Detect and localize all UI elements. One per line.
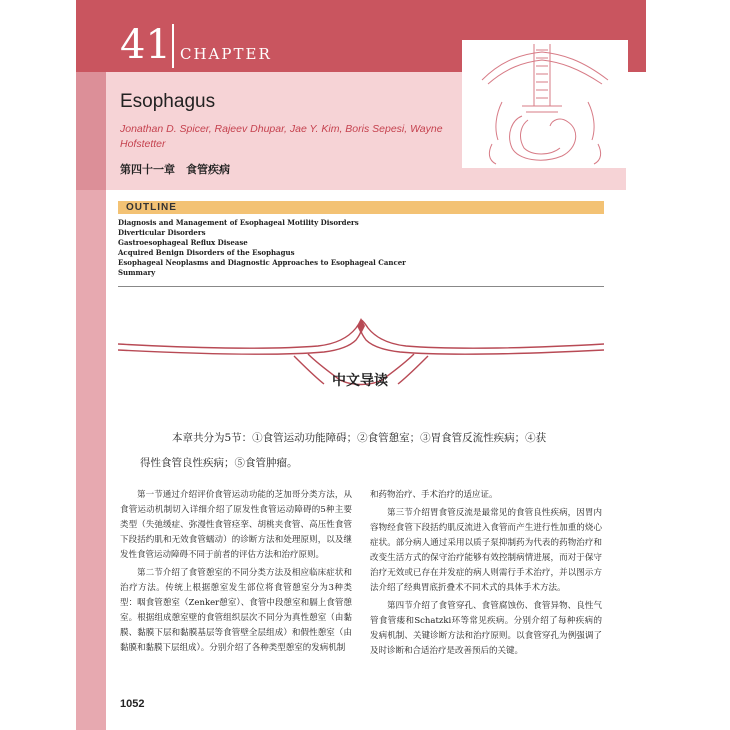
intro-line: 本章共分为5节：①食管运动功能障碍；②食管憩室；③胃食管反流性疾病；④获 [172,432,547,444]
chapter-word: CHAPTER [180,45,272,63]
outline-item: Diverticular Disorders [118,228,206,237]
intro-paragraph [140,426,600,476]
body-paragraph: 第二节介绍了食管憩室的不同分类方法及相应临床症状和治疗方法。传统上根据憩室发生部位将食管憩室分为3种类型：咽食管憩室（Zenker憩室）、食管中段憩室和膈上食管憩室。根据组成憩室壁的食管组织层次不同分为真性憩室（由黏膜、黏膜下层和黏膜基层等食管壁全层组成）和假性憩室（由黏膜和黏膜下层组成）。分别介绍了各种类型憩室的发病机制 [120,568,352,653]
body-column-left [120,488,352,659]
chapter-authors: Jonathan D. Spicer, Rajeev Dhupar, Jae Y. Kim, Boris Sepesi, Wayne Hofstetter [120,123,443,150]
chapter-header-strip [76,72,106,190]
outline-item: Diagnosis and Management of Esophageal Motility Disorders [118,218,359,227]
outline-list [118,218,598,278]
body-paragraph: 第一节通过介绍评价食管运动功能的芝加哥分类方法，从食管运动机制切入详细介绍了原发性食管运动障碍的5种主要类型（失弛缓症、弥漫性食管痉挛、胡桃夹食管、高压性食管下段括约肌和无效食管蠕动）的诊断方法和处理原则，以及继发性食管运动障碍不同于前者的评估方法和治疗原则。 [120,490,352,560]
chapter-number: 41 [120,22,171,68]
outline-item: Acquired Benign Disorders of the Esophagus [118,248,295,257]
body-paragraph: 和药物治疗、手术治疗的适应证。 [370,490,498,500]
outline-divider [118,286,604,287]
outline-item: Summary [118,268,156,277]
right-margin [646,0,730,730]
esophagus-anatomy-illustration [462,40,628,168]
section-title: 中文导读 [332,373,388,389]
esophagus-illustration-icon [462,40,628,168]
outline-item: Gastroesophageal Reflux Disease [118,238,248,247]
outline-item: Esophageal Neoplasms and Diagnostic Approaches to Esophageal Cancer [118,258,406,267]
chapter-title: Esophagus [120,91,216,112]
body-column-right [370,488,602,662]
outline-header-bar [118,201,604,214]
body-paragraph: 第三节介绍胃食管反流是最常见的食管良性疾病，因胃内容物经食管下段括约肌反流进入食管而产生进行性加重的烧心症状。部分病人通过采用以质子泵抑制药为代表的药物治疗和改变生活方式的保守治疗能够有效控制病情进展，而对于保守治疗无效或已存在并发症的病人则需行手术治疗，并以图示方法介绍了经典胃底折叠术不同术式的具体手术方法。 [370,508,602,593]
chapter-title-chinese: 第四十一章 食管疾病 [120,163,230,176]
outline-label: OUTLINE [126,202,177,213]
chapter-divider [172,24,174,68]
body-paragraph: 第四节介绍了食管穿孔、食管腐蚀伤、食管异物、良性气管食管瘘和Schatzki环等常见疾病。分别介绍了每种疾病的发病机制、关键诊断方法和治疗原则。以食管穿孔为例强调了及时诊断和合适治疗是改善预后的关键。 [370,601,602,656]
intro-line: 得性食管良性疾病；⑤食管肿瘤。 [140,457,298,469]
page-number: 1052 [120,698,145,710]
